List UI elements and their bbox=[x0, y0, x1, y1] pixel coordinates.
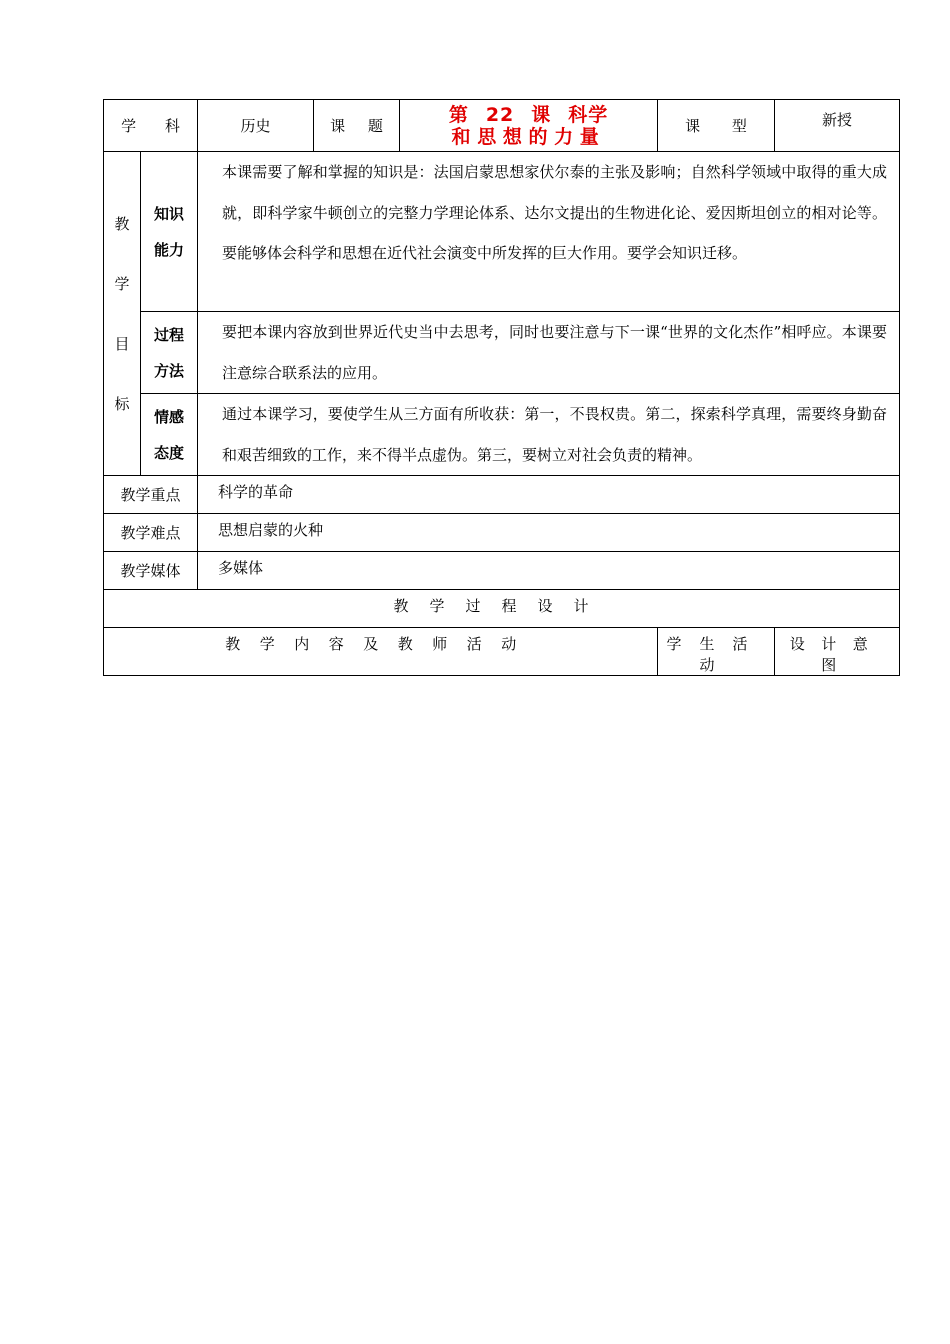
difficulty-value: 思想启蒙的火种 bbox=[198, 514, 900, 552]
knowledge-label-line1: 知识 bbox=[153, 204, 184, 223]
emotion-attitude-label-line2: 态度 bbox=[153, 443, 184, 462]
knowledge-label-line2: 能力 bbox=[153, 240, 184, 259]
lesson-title-line1: 第 22 课 科学 bbox=[448, 103, 609, 126]
process-method-label-line2: 方法 bbox=[153, 361, 184, 380]
student-activity-header: 学生活动 bbox=[658, 628, 775, 676]
objectives-char-4: 标 bbox=[114, 394, 130, 413]
teacher-activity-header: 教学内容及教师活动 bbox=[104, 628, 658, 676]
subject-value: 历史 bbox=[198, 100, 314, 152]
header-row bbox=[104, 100, 900, 152]
difficulty-label: 教学难点 bbox=[104, 514, 198, 552]
type-value: 新授 bbox=[775, 100, 900, 152]
media-row bbox=[104, 552, 900, 590]
process-method-label bbox=[141, 312, 198, 394]
objectives-char-3: 目 bbox=[114, 334, 130, 353]
process-title-row bbox=[104, 590, 900, 628]
objectives-char-2: 学 bbox=[114, 274, 130, 293]
objective-row-process bbox=[104, 312, 900, 394]
lesson-plan-table bbox=[103, 99, 900, 676]
subject-label: 学 科 bbox=[104, 100, 198, 152]
media-value: 多媒体 bbox=[198, 552, 900, 590]
topic-label: 课 题 bbox=[314, 100, 400, 152]
emotion-attitude-text: 通过本课学习，要使学生从三方面有所收获：第一，不畏权贵。第二，探索科学真理，需要终身勤奋和艰苦细致的工作，来不得半点虚伪。第三，要树立对社会负责的精神。 bbox=[198, 394, 900, 476]
knowledge-text: 本课需要了解和掌握的知识是：法国启蒙思想家伏尔泰的主张及影响；自然科学领域中取得的重大成就，即科学家牛顿创立的完整力学理论体系、达尔文提出的生物进化论、爱因斯坦创立的相对论等。要能够体会科学和思想在近代社会演变中所发挥的巨大作用。要学会知识迁移。 bbox=[198, 152, 900, 312]
difficulty-row bbox=[104, 514, 900, 552]
emotion-attitude-label-line1: 情感 bbox=[153, 407, 184, 426]
focus-value: 科学的革命 bbox=[198, 476, 900, 514]
media-label: 教学媒体 bbox=[104, 552, 198, 590]
objectives-char-1: 教 bbox=[114, 214, 130, 233]
process-header-row bbox=[104, 628, 900, 676]
process-method-label-line1: 过程 bbox=[153, 325, 184, 344]
process-method-text: 要把本课内容放到世界近代史当中去思考，同时也要注意与下一课“世界的文化杰作”相呼应。本课要注意综合联系法的应用。 bbox=[198, 312, 900, 394]
knowledge-label bbox=[141, 152, 198, 312]
focus-label: 教学重点 bbox=[104, 476, 198, 514]
focus-row bbox=[104, 476, 900, 514]
lesson-title bbox=[400, 100, 658, 152]
objectives-side-label bbox=[104, 152, 141, 476]
process-design-title: 教学过程设计 bbox=[104, 590, 900, 628]
lesson-title-line2: 和思想的力量 bbox=[451, 125, 606, 148]
type-label: 课 型 bbox=[658, 100, 775, 152]
design-intent-header: 设计意图 bbox=[775, 628, 900, 676]
objective-row-emotion bbox=[104, 394, 900, 476]
objective-row-knowledge bbox=[104, 152, 900, 312]
lesson-plan-page bbox=[103, 99, 899, 676]
emotion-attitude-label bbox=[141, 394, 198, 476]
